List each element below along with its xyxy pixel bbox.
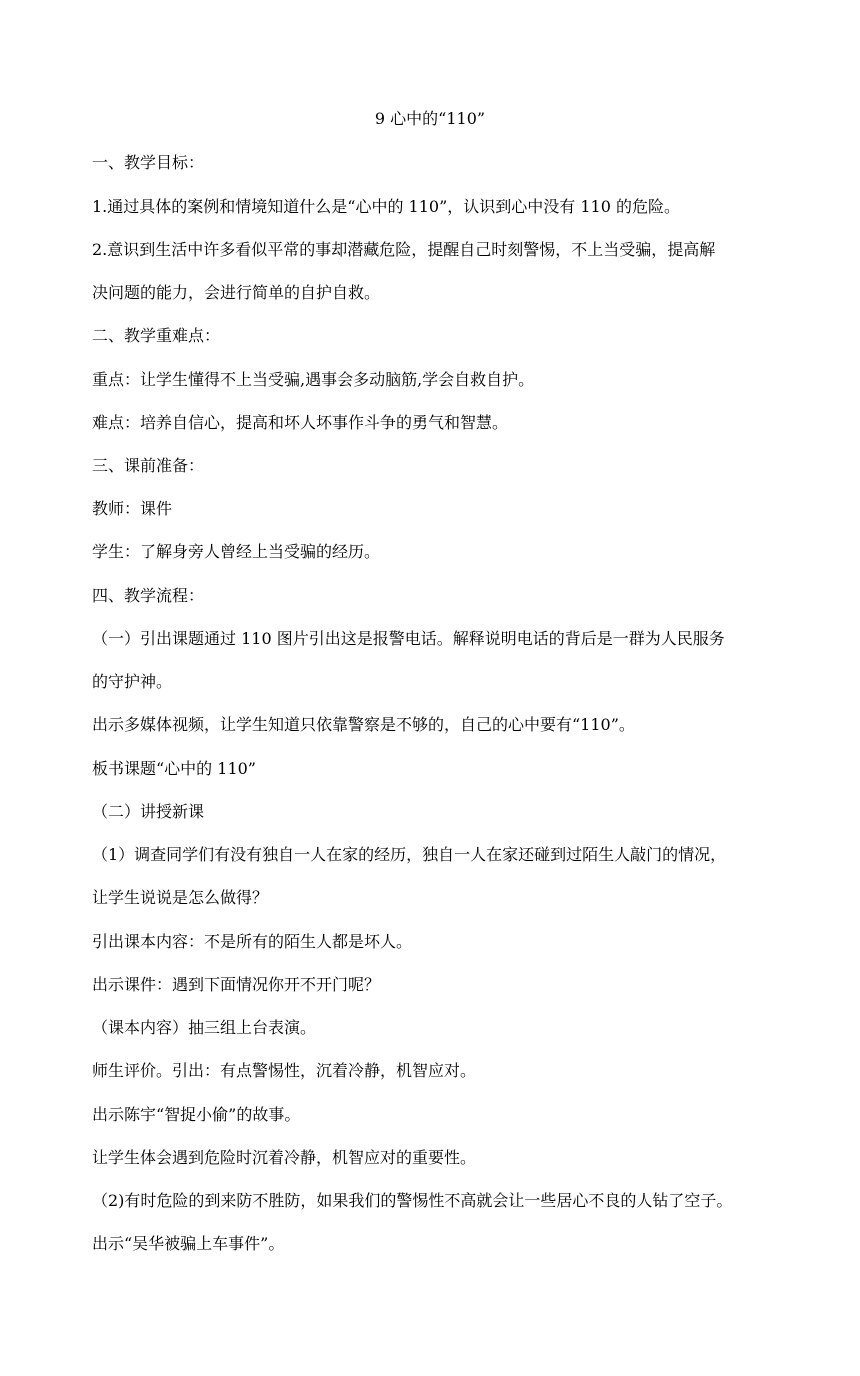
paragraph-line: 的守护神。 bbox=[92, 672, 173, 691]
section-heading-procedure: 四、教学流程： bbox=[92, 586, 205, 605]
paragraph-line: 教师：课件 bbox=[92, 499, 173, 518]
paragraph-line: 重点：让学生懂得不上当受骗,遇事会多动脑筋,学会自救自护。 bbox=[92, 370, 535, 389]
document-title: 9 心中的“110” bbox=[374, 109, 486, 128]
paragraph-line: 出示陈宇“智捉小偷”的故事。 bbox=[92, 1105, 301, 1124]
paragraph-line: （课本内容）抽三组上台表演。 bbox=[92, 1018, 317, 1037]
paragraph-line: 2.意识到生活中许多看似平常的事却潜藏危险，提醒自己时刻警惕，不上当受骗，提高解 bbox=[92, 240, 716, 259]
paragraph-line: （2)有时危险的到来防不胜防，如果我们的警惕性不高就会让一些居心不良的人钻了空子。 bbox=[92, 1191, 733, 1210]
paragraph-line: 出示多媒体视频，让学生知道只依靠警察是不够的，自己的心中要有“110”。 bbox=[92, 715, 635, 734]
paragraph-line: 决问题的能力，会进行简单的自护自救。 bbox=[92, 283, 381, 302]
section-heading-objectives: 一、教学目标： bbox=[92, 153, 205, 172]
paragraph-line: 难点：培养自信心，提高和坏人坏事作斗争的勇气和智慧。 bbox=[92, 413, 509, 432]
paragraph-line: 引出课本内容：不是所有的陌生人都是坏人。 bbox=[92, 932, 413, 951]
paragraph-line: 出示课件：遇到下面情况你开不开门呢？ bbox=[92, 975, 381, 994]
paragraph-line: 师生评价。引出：有点警惕性，沉着冷静，机智应对。 bbox=[92, 1061, 477, 1080]
paragraph-line: （1）调查同学们有没有独自一人在家的经历，独自一人在家还碰到过陌生人敲门的情况， bbox=[92, 845, 727, 864]
paragraph-line: （一）引出课题通过 110 图片引出这是报警电话。解释说明电话的背后是一群为人民服务 bbox=[92, 629, 725, 648]
section-heading-preparation: 三、课前准备： bbox=[92, 456, 205, 475]
paragraph-line: 学生：了解身旁人曾经上当受骗的经历。 bbox=[92, 542, 381, 561]
paragraph-line: 出示“吴华被骗上车事件”。 bbox=[92, 1234, 285, 1253]
paragraph-line: 让学生说说是怎么做得？ bbox=[92, 888, 269, 907]
paragraph-line: （二）讲授新课 bbox=[92, 802, 205, 821]
section-heading-key-points: 二、教学重难点： bbox=[92, 326, 221, 345]
paragraph-line: 板书课题“心中的 110” bbox=[92, 759, 256, 778]
paragraph-line: 1.通过具体的案例和情境知道什么是“心中的 110”，认识到心中没有 110 的危险。 bbox=[92, 197, 680, 216]
paragraph-line: 让学生体会遇到危险时沉着冷静，机智应对的重要性。 bbox=[92, 1148, 477, 1167]
